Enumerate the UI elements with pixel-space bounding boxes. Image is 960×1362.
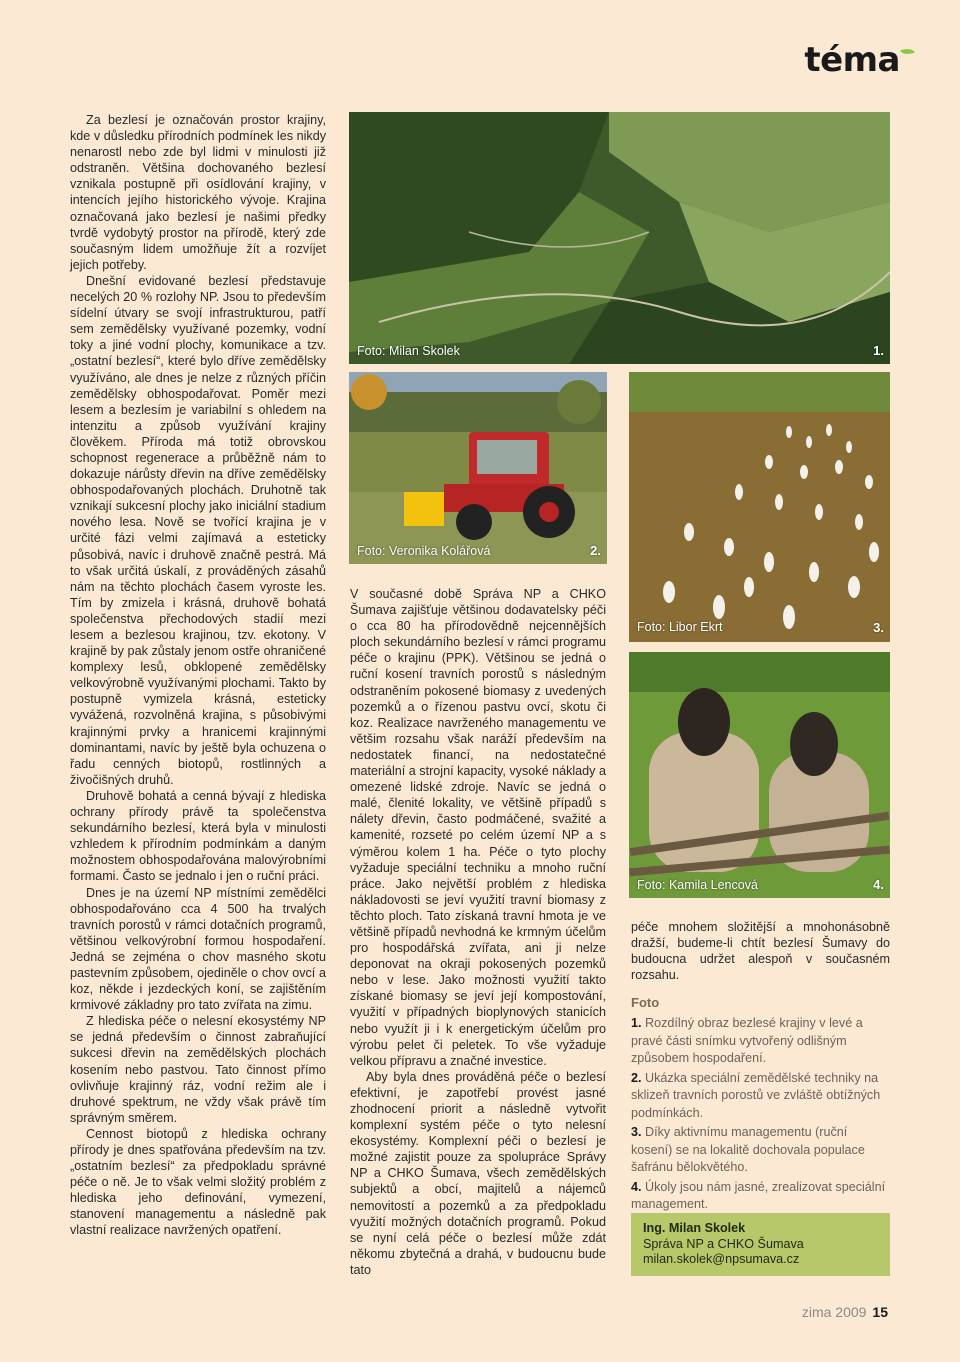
tractor-image <box>349 372 607 564</box>
photo-caption-text: Úkoly jsou nám jasné, zrealizovat speciální management. <box>631 1179 886 1212</box>
paragraph: V současné době Správa NP a CHKO Šumava zajišťuje většinou dodavatelsky péči o cca 80 ha přírodovědně nejcennějších ploch sekundárního bezlesí v rámci programu péče o krajinu (PPK). Většinou se jedná o ruční kosení travních porostů s následným odstraněním pokosené biomasy z uvedených pozemků a o řízenou pastvu ovcí, skotu či koz. Realizace navrženého managementu ve většim rozsahu však naráží především na nedostatek financí, na nedostatečné materiální a strojní kapacity, vysoké náklady a omezené lidské zdroje. Navíc se jedná o malé, členité lokality, ve většině případů s nálety dřevin, často podmáčené, svažité a kamenité, rozseté po celém území NP a s výměrou kolem 1 ha. Péče o tyto plochy vyžaduje speciální techniku a mnoho ruční práce. Jako největší problém z hlediska nákladovosti se jeví využití travní biomasy z těchto ploch. Tato získaná travní hmota je ve většině případů nevhodná ke krmným účelům pro hospodářská zvířata, ani ji nelze deponovat na okraji pokosených pozemků nebo v lese. Jako možnosti využití takto získané biomasy se jeví její kompostování, využití v případných bioplynových stanicích nebo využít ji i k energetickým účelům pro výrobu pelet či peletek. To vše vyžaduje velkou přípravu a značné investice. <box>350 587 606 1068</box>
paragraph: Cennost biotopů z hlediska ochrany přírody je dnes spatřována především na tzv. „ostatním bezlesí“ za předpokladu správné péče o ně. Je to však velmi složitý problém z hlediska jeho definování, vymezení, stanovení managementu a následně pak vlastní realizace navržených opatření. <box>70 1126 326 1238</box>
page-number: 15 <box>872 1304 888 1320</box>
aerial-image <box>349 112 890 364</box>
photo-caption-text: Ukázka speciální zemědělské techniky na sklizeň travních porostů ve zvláště obtížných podmínkách. <box>631 1070 881 1120</box>
photo-caption-text: Díky aktivnímu managementu (ruční kosení) se na lokalitě dochovala populace šafránu bělokvětého. <box>631 1125 865 1175</box>
paragraph: Za bezlesí je označován prostor krajiny, kde v důsledku přírodních podmínek les nikdy nenarostl nebo zde byl lidmi v minulosti již odstraněn. Většina dochovaného bezlesí vznikala postupně při osídlování krajiny, v intencích jejího historického vývoje. Krajina označovaná jako bezlesí je našimi předky tvrdě vydobytý prostor na přírodě, který zde současným lidem umožňuje žít a rozvíjet jejich potřeby. <box>70 113 326 272</box>
photo-caption-item <box>631 1015 890 1068</box>
photo-number: 3. <box>873 620 884 635</box>
issue-label: zima 2009 <box>801 1304 867 1320</box>
author-box <box>631 1213 890 1276</box>
photo-caption-number: 2. <box>631 1070 642 1085</box>
photo-caption-text: Rozdílný obraz bezlesé krajiny v levé a pravé části snímku vytvořený odlišným způsobem hospodaření. <box>631 1016 863 1066</box>
section-logo <box>804 40 900 80</box>
photo-number: 4. <box>873 877 884 892</box>
photo-caption: Foto: Libor Ekrt <box>637 620 723 634</box>
author-name: Ing. Milan Skolek <box>643 1221 746 1235</box>
author-organization: Správa NP a CHKO Šumava <box>643 1236 804 1251</box>
photo-caption-item <box>631 1124 890 1177</box>
section-title: téma <box>804 40 900 80</box>
photo-sheep <box>629 652 890 898</box>
article-column-2 <box>350 586 606 1278</box>
photo-caption-number: 4. <box>631 1179 642 1194</box>
paragraph: Dnešní evidované bezlesí představuje necelých 20 % rozlohy NP. Jsou to především sídelní útvary se svojí infrastrukturou, patří sem zemědělsky využívané pozemky, vodní toky a jiné vodní plochy, komunikace a tzv. „ostatní bezlesí“, které bylo dříve zemědělsky využíváno, ale dnes je nelze z různých příčin zemědělsky obhospodařovat. Poměr mezi lesem a bezlesím je variabilní s ohledem na intenzitu a způsob využívání krajiny člověkem. Příroda má totiž obrovskou schopnost regenerace a průběžně nám to dokazuje nárůsty dřevin na dříve zemědělsky obhospodařovaných plochách. Druhotně tak vznikají sukcesní plochy jako iniciální stadium nového lesa. Nově se tvořící krajina je v určité fázi velmi zajímavá a esteticky působivá, navíc i druhově značně pestrá. Má to však určitá úskalí, z prováděných zásahů nám na těchto plochách časem vyroste les. Tím by zmizela i krásná, druhově bohatá společenstva přechodových stadií mezi lesem a bezlesou krajinou, tzv. ekotony. V krajině by pak zůstaly jenom ostře ohraničené komplexy lesů, obklopené zemědělsky velkovýrobně využívanými plochami. Takto by postupně vymizela krásná, esteticky vyvážená, rozvolněná krajina, s působivými krajinnými prvky a hranicemi krajinnými dominantami, navíc by ještě byla ochuzena o řadu cenných biotopů, rostlinných a živočišných druhů. <box>70 273 326 787</box>
crocus-image <box>629 372 890 642</box>
leaf-icon <box>900 46 915 57</box>
paragraph: Druhově bohatá a cenná bývají z hlediska ochrany přírody právě ta společenstva sekundárního bezlesí, která byla v minulosti vzhledem k přírodním podmínkám a daným možnostem obhospodařována malovýrobními formami. Často se jednalo i jen o ruční práci. <box>70 788 326 884</box>
photo-caption-number: 3. <box>631 1125 642 1140</box>
photo-tractor <box>349 372 607 564</box>
photo-number: 2. <box>590 543 601 558</box>
author-email[interactable]: milan.skolek@npsumava.cz <box>643 1252 800 1266</box>
photo-caption: Foto: Veronika Kolářová <box>357 544 491 558</box>
photo-caption-item <box>631 1179 890 1214</box>
photo-caption-number: 1. <box>631 1016 642 1031</box>
paragraph: Dnes je na území NP místními zemědělci obhospodařováno cca 4 500 ha trvalých travních porostů v rámci dotačních programů, většinou velkovýrobní formou hospodaření. Jedná se zejména o chov masného skotu pastevním způsobem, ojediněle o chov ovcí a koz, někde i jezdeckých koní, se zajištěním krmivové základny pro tato zvířata na zimu. <box>70 885 326 1013</box>
photo-credits-heading: Foto <box>631 995 660 1011</box>
sheep-image <box>629 652 890 898</box>
page-footer <box>802 1304 888 1320</box>
paragraph: péče mnohem složitější a mnohonásobně dražší, budeme-li chtít bezlesí Šumavy do budoucna udržet alespoň v současném rozsahu. <box>631 920 890 983</box>
photo-aerial-landscape <box>349 112 890 364</box>
article-column-3 <box>631 919 890 1216</box>
photo-caption: Foto: Milan Skolek <box>357 344 460 358</box>
paragraph: Aby byla dnes prováděná péče o bezlesí efektivní, je zapotřebí provést jasné zhodnocení priorit a následně vytvořit komplexní systém péče o tyto nelesní ekosystémy. Komplexní péči o bezlesí je možné zajistit pouze za spolupráce Správy NP a CHKO Šumava, všech zemědělských subjektů a obcí, majitelů a nájemců nemovitostí a pozemků a za předpokladu využití možných dotačních programů. Pokud se nyní celá péče o bezlesí může zdát někomu zbytečná a drahá, v budoucnu bude tato <box>350 1069 606 1277</box>
photo-number: 1. <box>873 343 884 358</box>
photo-caption-item <box>631 1070 890 1123</box>
article-column-1 <box>70 112 326 1239</box>
photo-crocus-meadow <box>629 372 890 642</box>
paragraph: Z hlediska péče o nelesní ekosystémy NP se jedná především o činnost zabraňující sukcesi dřevin na zemědělských plochách kosením nebo pastvou. Tato činnost přímo ovlivňuje krajinný ráz, vodní režim ale i druhové spektrum, ne vždy však právě tím správným směrem. <box>70 1014 326 1125</box>
photo-caption: Foto: Kamila Lencová <box>637 878 758 892</box>
